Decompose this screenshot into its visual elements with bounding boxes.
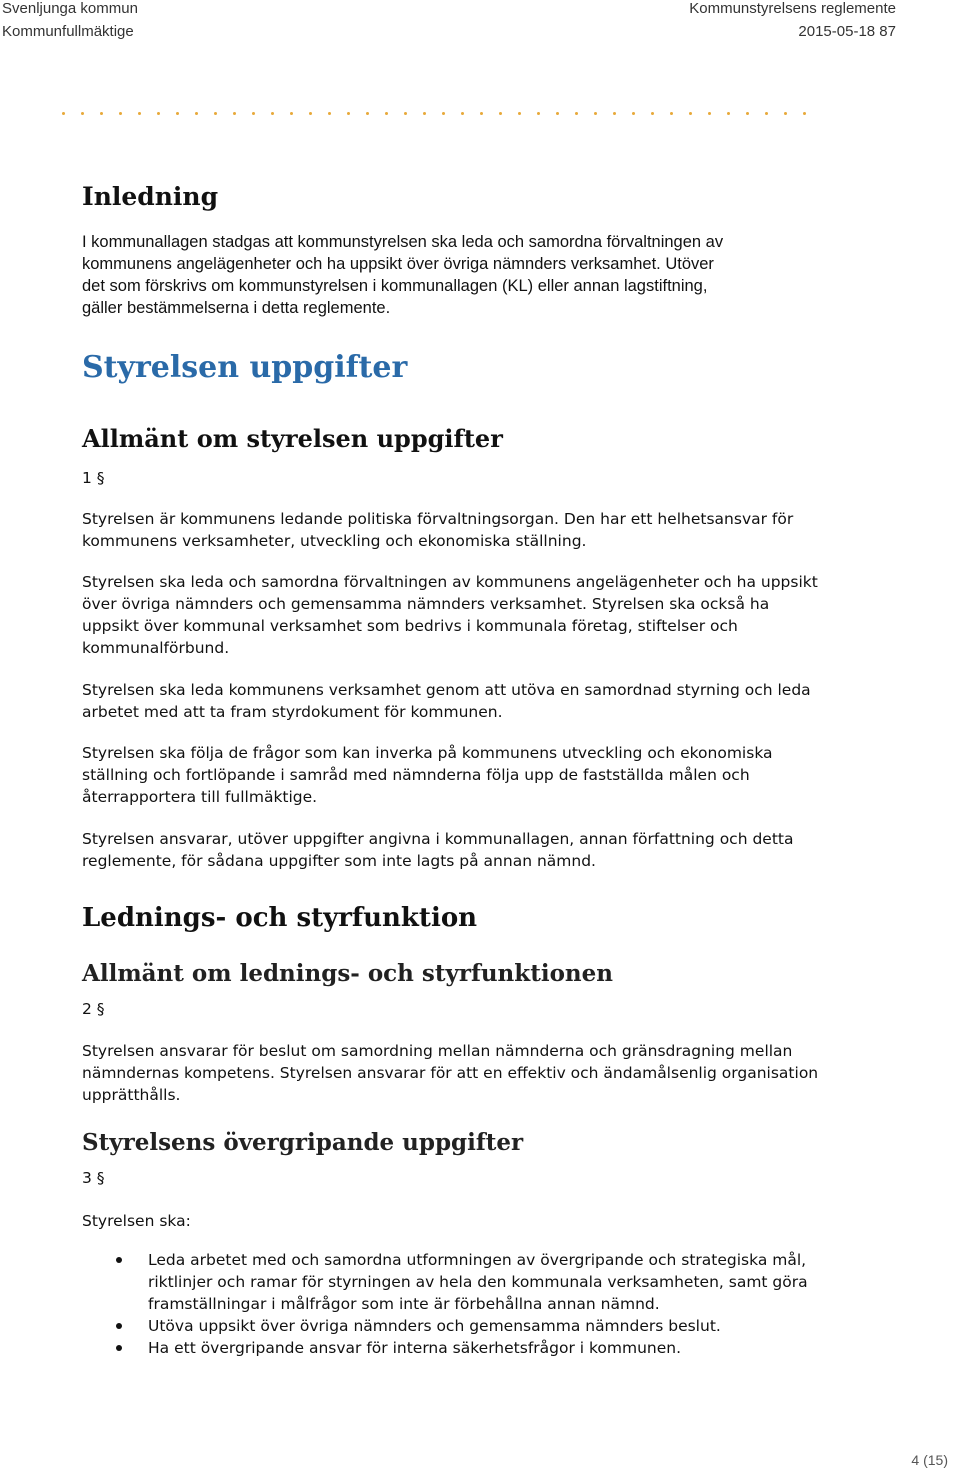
page-number: 4 (15) bbox=[911, 1452, 948, 1468]
paragraph-mark-3: 3 § bbox=[82, 1169, 105, 1187]
divider-dot bbox=[404, 112, 407, 115]
section-heading-lednings-styrfunktion: Lednings- och styrfunktion bbox=[82, 903, 478, 933]
divider-dot bbox=[708, 112, 711, 115]
divider-dot bbox=[442, 112, 445, 115]
subheading-allmant-lednings: Allmänt om lednings- och styrfunktionen bbox=[82, 960, 613, 987]
s1-paragraph-4: Styrelsen ska följa de frågor som kan inverka på kommunens utveckling och ekonomiska ställning och fortlöpande i samråd med nämnderna följa upp de fastställda målen och återrapportera till fullmäktige. bbox=[82, 744, 773, 806]
divider-dot bbox=[499, 112, 502, 115]
list-item-text: Utöva uppsikt över övriga nämnders och gemensamma nämnders beslut. bbox=[148, 1317, 721, 1335]
divider-dot bbox=[784, 112, 787, 115]
divider-dot bbox=[670, 112, 673, 115]
intro-line-3: det som förskrivs om kommunstyrelsen i kommunallagen (KL) eller annan lagstiftning, bbox=[82, 277, 708, 295]
divider-dot bbox=[290, 112, 293, 115]
divider-dot bbox=[689, 112, 692, 115]
paragraph-mark-2: 2 § bbox=[82, 1000, 105, 1018]
s1-paragraph-2: Styrelsen ska leda och samordna förvaltningen av kommunens angelägenheter och ha uppsikt över övriga nämnders och gemensamma nämnders verksamhet. Styrelsen ska också ha uppsikt över kommunal verksamhet som bedrivs i kommunala företag, stiftelser och kommunalförbund. bbox=[82, 573, 818, 657]
divider-dot bbox=[195, 112, 198, 115]
divider-dot bbox=[480, 112, 483, 115]
header-right-date: 2015-05-18 87 bbox=[798, 23, 896, 40]
divider-dot bbox=[271, 112, 274, 115]
dotted-divider bbox=[62, 104, 822, 124]
divider-dot bbox=[803, 112, 806, 115]
divider-dot bbox=[100, 112, 103, 115]
header-left-org: Svenljunga kommun bbox=[2, 0, 138, 17]
intro-line-2: kommunens angelägenheter och ha uppsikt över övriga nämnders verksamhet. Utöver bbox=[82, 255, 714, 273]
list-item-text: Ha ett övergripande ansvar för interna säkerhetsfrågor i kommunen. bbox=[148, 1339, 682, 1357]
divider-dot bbox=[138, 112, 141, 115]
s3-intro: Styrelsen ska: bbox=[82, 1212, 191, 1230]
list-item bbox=[110, 1315, 830, 1337]
divider-dot bbox=[746, 112, 749, 115]
paragraph-mark-1: 1 § bbox=[82, 469, 105, 487]
divider-dot bbox=[537, 112, 540, 115]
header-right-title: Kommunstyrelsens reglemente bbox=[689, 0, 896, 17]
divider-dot bbox=[613, 112, 616, 115]
divider-dot bbox=[252, 112, 255, 115]
divider-dot bbox=[727, 112, 730, 115]
bullet-icon bbox=[116, 1257, 122, 1263]
s1-paragraph-5: Styrelsen ansvarar, utöver uppgifter angivna i kommunallagen, annan författning och detta reglemente, för sådana uppgifter som inte lagts på annan nämnd. bbox=[82, 830, 794, 870]
list-item bbox=[110, 1337, 830, 1359]
divider-dot bbox=[366, 112, 369, 115]
divider-dot bbox=[518, 112, 521, 115]
divider-dot bbox=[594, 112, 597, 115]
intro-line-4: gäller bestämmelserna i detta reglemente. bbox=[82, 299, 391, 317]
divider-dot bbox=[556, 112, 559, 115]
duties-list bbox=[110, 1249, 830, 1359]
divider-dot bbox=[328, 112, 331, 115]
s1-paragraph-1: Styrelsen är kommunens ledande politiska förvaltningsorgan. Den har ett helhetsansvar för kommunens verksamheter, utveckling och ekonomiska ställning. bbox=[82, 510, 794, 550]
divider-dot bbox=[461, 112, 464, 115]
divider-dot bbox=[347, 112, 350, 115]
section-heading-styrelsen-uppgifter: Styrelsen uppgifter bbox=[82, 350, 408, 385]
divider-dot bbox=[176, 112, 179, 115]
divider-dot bbox=[632, 112, 635, 115]
divider-dot bbox=[309, 112, 312, 115]
divider-dot bbox=[119, 112, 122, 115]
intro-line-1: I kommunallagen stadgas att kommunstyrelsen ska leda och samordna förvaltningen av bbox=[82, 233, 724, 251]
divider-dot bbox=[62, 112, 65, 115]
s2-paragraph-1: Styrelsen ansvarar för beslut om samordning mellan nämnderna och gränsdragning mellan nämndernas kompetens. Styrelsen ansvarar för att en effektiv och ändamålsenlig organisation upprätthålls. bbox=[82, 1042, 819, 1104]
subheading-allmant-uppgifter: Allmänt om styrelsen uppgifter bbox=[82, 424, 503, 453]
divider-dot bbox=[575, 112, 578, 115]
divider-dot bbox=[651, 112, 654, 115]
divider-dot bbox=[81, 112, 84, 115]
header-left-body: Kommunfullmäktige bbox=[2, 23, 134, 40]
divider-dot bbox=[385, 112, 388, 115]
divider-dot bbox=[214, 112, 217, 115]
divider-dot bbox=[423, 112, 426, 115]
subheading-overgripande-uppgifter: Styrelsens övergripande uppgifter bbox=[82, 1129, 524, 1156]
list-item bbox=[110, 1249, 830, 1315]
divider-dot bbox=[233, 112, 236, 115]
bullet-icon bbox=[116, 1323, 122, 1329]
divider-dot bbox=[157, 112, 160, 115]
s1-paragraph-3: Styrelsen ska leda kommunens verksamhet genom att utöva en samordnad styrning och leda arbetet med att ta fram styrdokument för kommunen. bbox=[82, 681, 811, 721]
bullet-icon bbox=[116, 1345, 122, 1351]
intro-heading: Inledning bbox=[82, 182, 219, 211]
divider-dot bbox=[765, 112, 768, 115]
list-item-text: Leda arbetet med och samordna utformningen av övergripande och strategiska mål, riktlinjer och ramar för styrningen av hela den kommunala verksamheten, samt göra framställningar i målfrågor som inte är förbehållna annan nämnd. bbox=[148, 1251, 808, 1313]
